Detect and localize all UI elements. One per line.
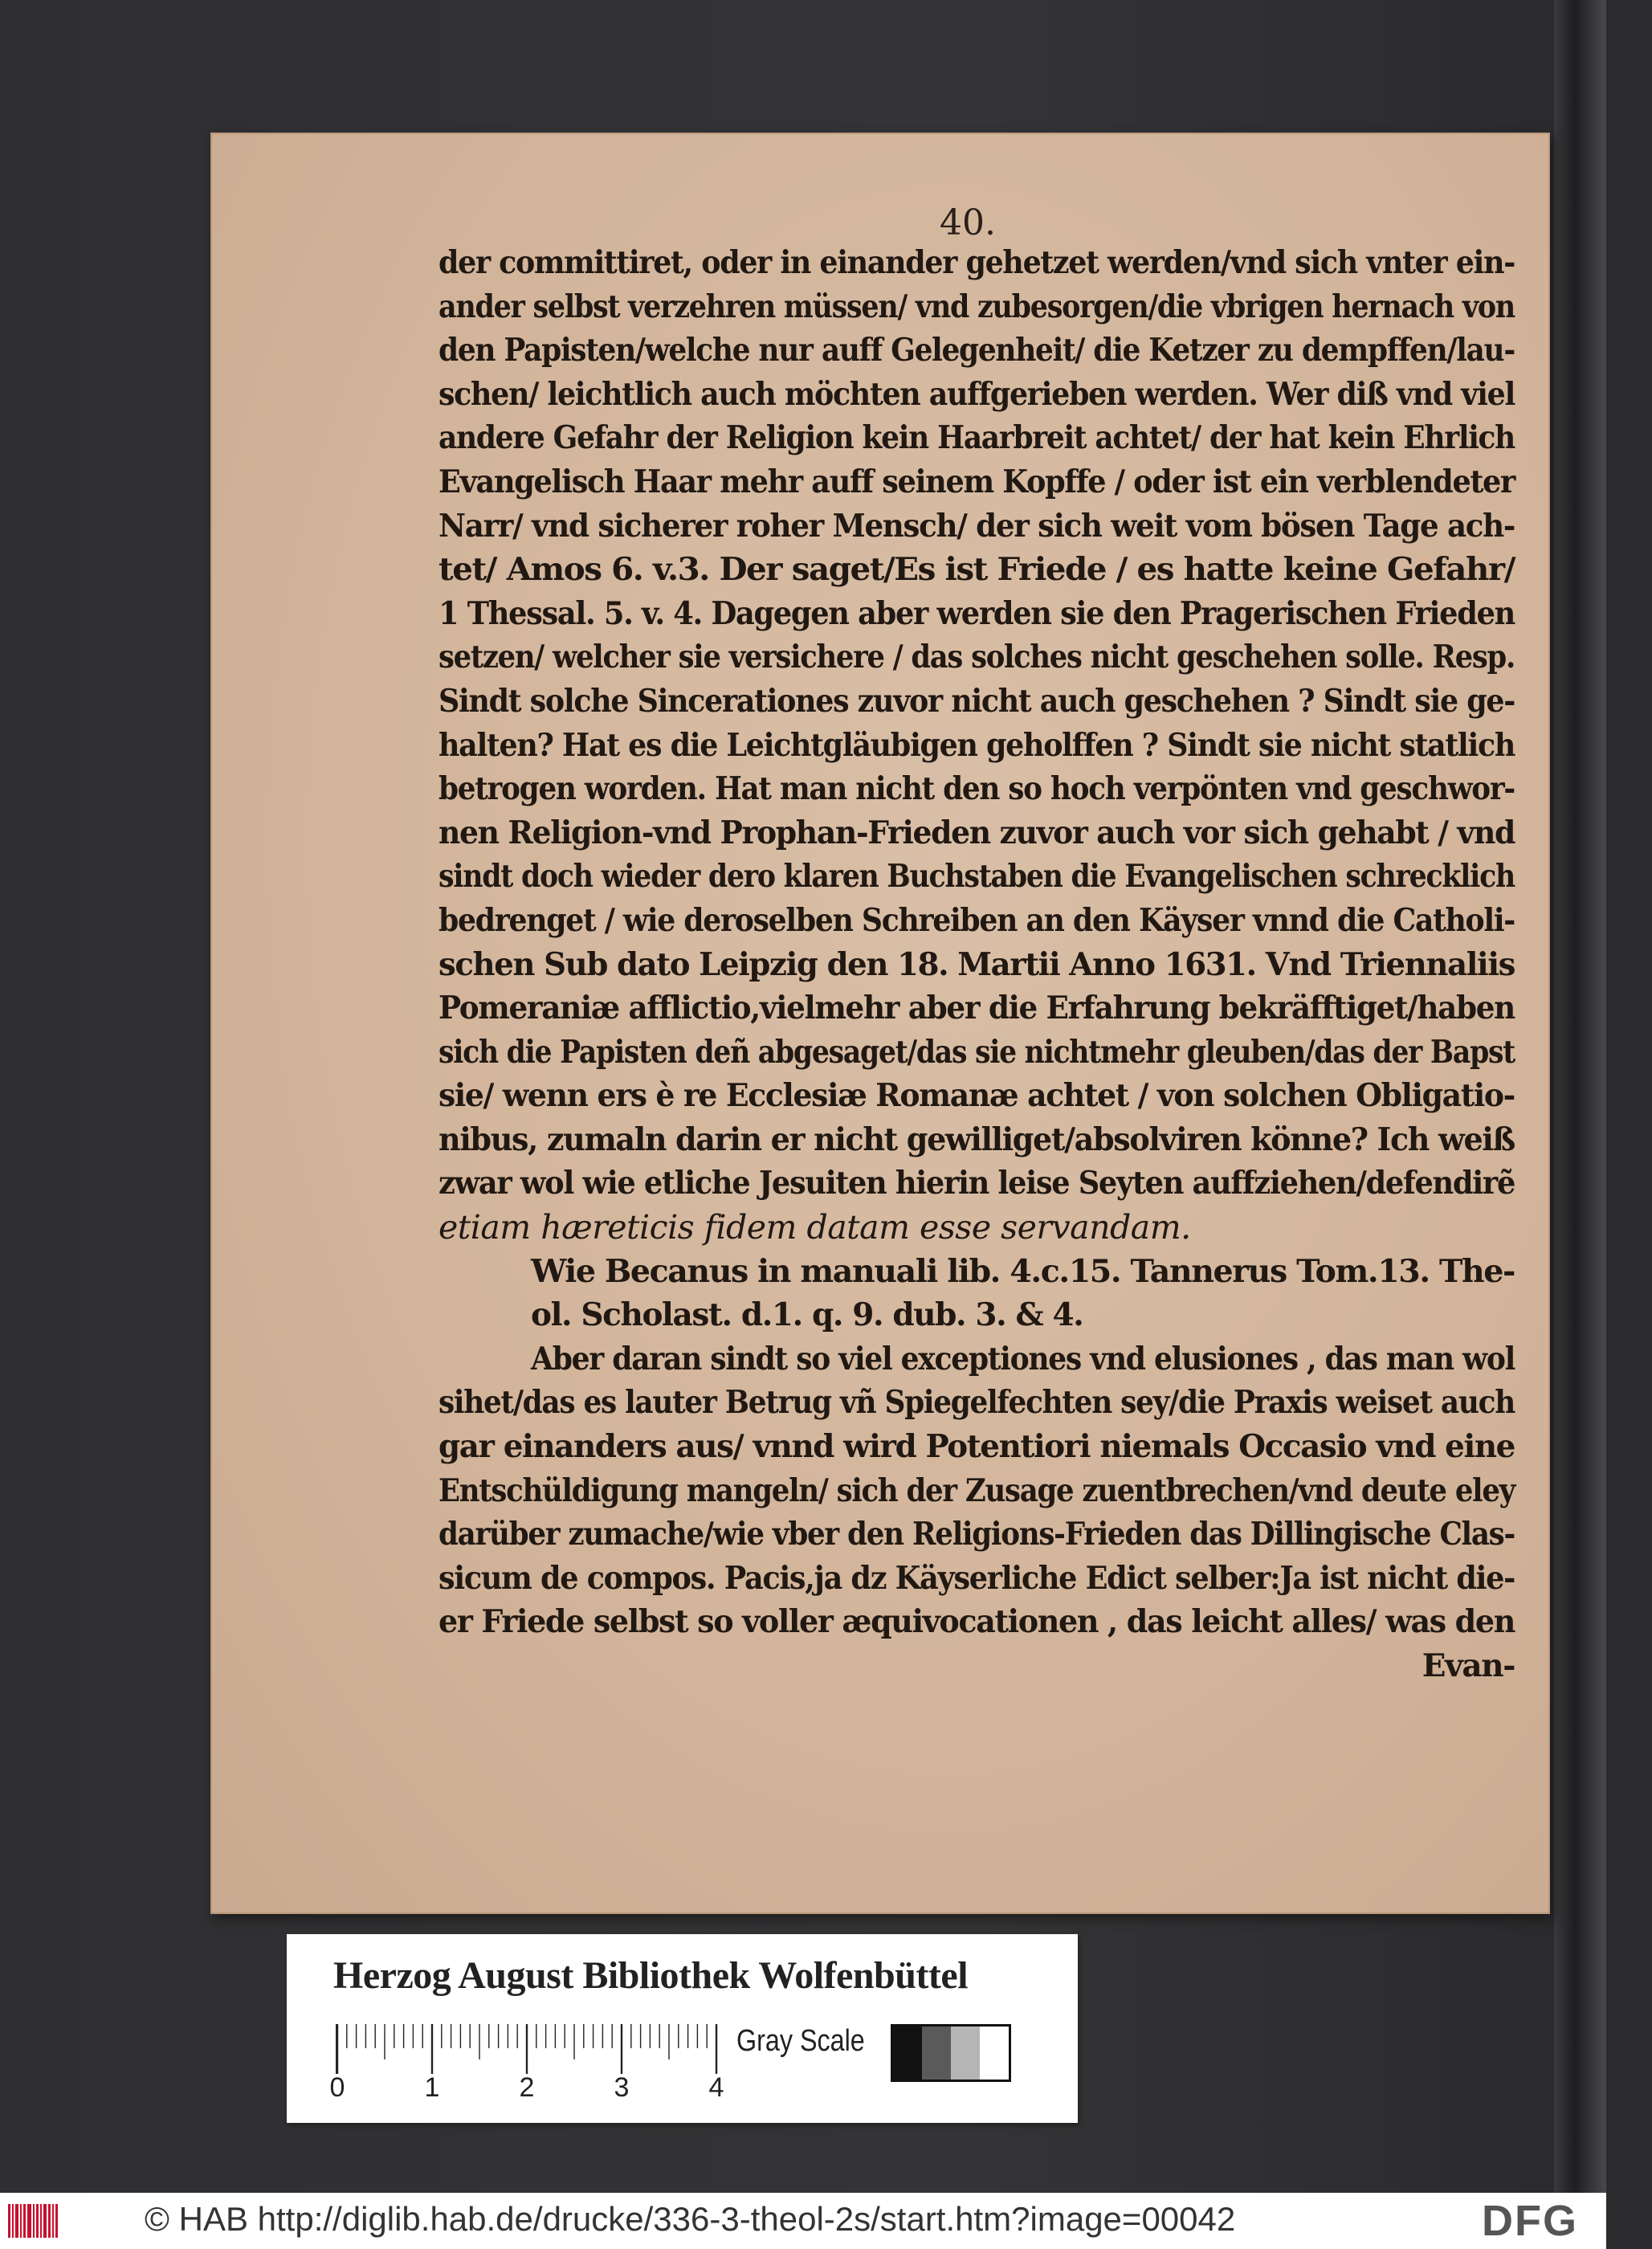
- text-line: 1 Thessal. 5. v. 4. Dagegen aber werden sie den Pragerischen Frieden: [438, 594, 1515, 632]
- text-line: Aber daran sindt so viel exceptiones vnd elusiones , das man wol: [531, 1340, 1515, 1378]
- text-line: sie/ wenn ers è re Ecclesiæ Romanæ achtet / von solchen Obligatio-: [438, 1077, 1515, 1115]
- library-label: [287, 1934, 1078, 2123]
- text-line: gar einanders aus/ vnnd wird Potentiori niemals Occasio vnd eine: [438, 1428, 1515, 1466]
- gray-scale-card: [891, 2024, 1011, 2082]
- text-line: schen Sub dato Leipzig den 18. Martii Anno 1631. Vnd Triennaliis: [438, 945, 1515, 983]
- text-line: der committiret, oder in einander gehetzet werden/vnd sich vnter ein-: [438, 244, 1515, 281]
- text-line: sindt doch wieder dero klaren Buchstaben die Evangelischen schrecklich: [438, 858, 1515, 896]
- text-line: ander selbst verzehren müssen/ vnd zubesorgen/die vbrigen hernach von: [438, 288, 1515, 325]
- text-line: betrogen worden. Hat man nicht den so hoch verpönten vnd geschwor-: [438, 770, 1515, 808]
- ruler-number: 0: [329, 2072, 345, 2103]
- page-number: 40.: [940, 202, 996, 243]
- text-line: sich die Papisten deñ abgesaget/das sie nichtmehr gleuben/das der Bapst: [438, 1033, 1515, 1071]
- citation-line: Wie Becanus in manuali lib. 4.c.15. Tannerus Tom.13. The-: [531, 1252, 1515, 1290]
- scanner-edge: [1554, 0, 1606, 2193]
- dfg-logo: DFG: [1482, 2197, 1578, 2245]
- text-line: Sindt solche Sincerationes zuvor nicht auch geschehen ? Sindt sie ge-: [438, 682, 1515, 720]
- text-line: tet/ Amos 6. v.3. Der saget/Es ist Friede / es hatte keine Gefahr/: [438, 551, 1515, 589]
- text-line: schen/ leichtlich auch möchten auffgerieben werden. Wer diß vnd viel: [438, 375, 1515, 413]
- text-line: darüber zumache/wie vber den Religions-Frieden das Dillingische Clas-: [438, 1516, 1515, 1553]
- hab-barcode-icon: [6, 2201, 67, 2241]
- citation-line: ol. Scholast. d.1. q. 9. dub. 3. & 4.: [531, 1296, 1083, 1334]
- text-line: sicum de compos. Pacis,ja dz Käyserliche Edict selber:Ja ist nicht die-: [438, 1559, 1515, 1597]
- ruler-number: 4: [708, 2072, 724, 2103]
- text-line: nibus, zumaln darin er nicht gewilliget/absolviren könne? Ich weiß: [438, 1120, 1515, 1158]
- text-line: er Friede selbst so voller æquivocationen , das leicht alles/ was den: [438, 1603, 1515, 1641]
- ruler-number: 1: [424, 2072, 440, 2103]
- ruler-number: 2: [519, 2072, 535, 2103]
- measurement-ruler: [329, 2024, 770, 2103]
- text-line: sihet/das es lauter Betrug vñ Spiegelfechten sey/die Praxis weiset auch: [438, 1384, 1515, 1422]
- text-line: Evangelisch Haar mehr auff seinem Kopffe / oder ist ein verblendeter: [438, 463, 1515, 500]
- footer-bar: [0, 2193, 1606, 2249]
- text-line: den Papisten/welche nur auff Gelegenheit/ die Ketzer zu dempffen/lau-: [438, 332, 1515, 369]
- text-line: bedrenget / wie deroselben Schreiben an den Käyser vnnd die Catholi-: [438, 901, 1515, 939]
- page-text: [438, 241, 1515, 1719]
- text-line: Pomeraniæ afflictio,vielmehr aber die Erfahrung bekräfftiget/haben: [438, 990, 1515, 1027]
- text-line: nen Religion-vnd Prophan-Frieden zuvor auch vor sich gehabt / vnd: [438, 814, 1515, 851]
- gray-scale-label: Gray Scale: [736, 2024, 865, 2058]
- text-line: zwar wol wie etliche Jesuiten hierin leise Seyten auffziehen/defendirẽ: [438, 1165, 1515, 1202]
- gray-swatch: [980, 2027, 1009, 2080]
- text-line: Entschüldigung mangeln/ sich der Zusage zuentbrechen/vnd deute eley: [438, 1471, 1515, 1509]
- gray-swatch: [893, 2027, 922, 2080]
- gray-swatch: [922, 2027, 951, 2080]
- gray-swatch: [951, 2027, 980, 2080]
- catchword: Evan-: [1422, 1647, 1515, 1684]
- text-line: halten? Hat es die Leichtgläubigen geholffen ? Sindt sie nicht statlich: [438, 726, 1515, 764]
- text-line: andere Gefahr der Religion kein Haarbreit achtet/ der hat kein Ehrlich: [438, 419, 1515, 457]
- text-line: setzen/ welcher sie versichere / das solches nicht geschehen solle. Resp.: [438, 639, 1515, 676]
- source-link[interactable]: © HAB http://diglib.hab.de/drucke/336-3-theol-2s/start.htm?image=00042: [145, 2200, 1236, 2238]
- latin-quote-line: etiam hæreticis fidem datam esse servandam.: [438, 1208, 1191, 1247]
- library-name: Herzog August Bibliothek Wolfenbüttel: [333, 1954, 969, 1997]
- text-line: Narr/ vnd sicherer roher Mensch/ der sich weit vom bösen Tage ach-: [438, 507, 1515, 545]
- ruler-number: 3: [614, 2072, 630, 2103]
